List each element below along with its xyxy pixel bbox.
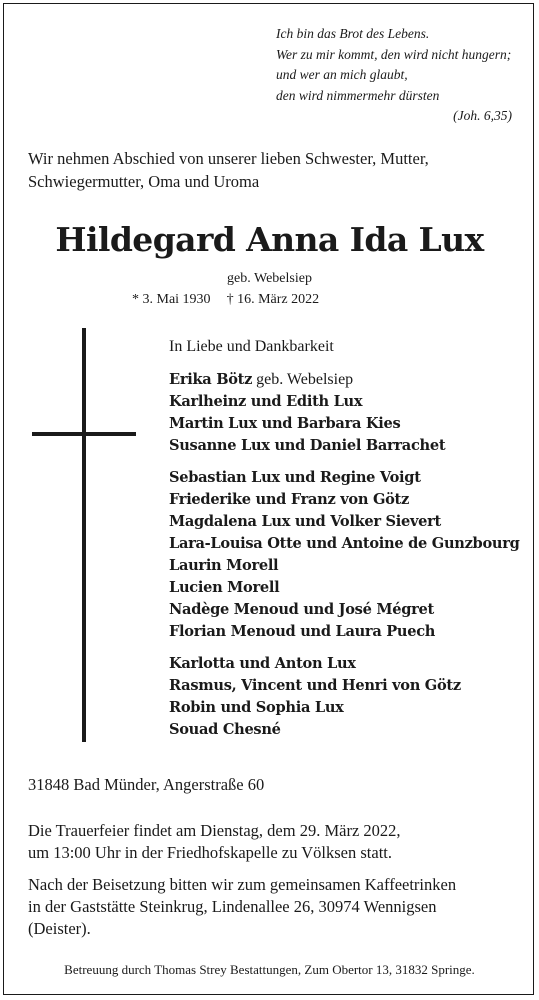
- mourner-group-children: [169, 369, 529, 457]
- mourner-row: Karlotta und Anton Lux: [169, 655, 356, 672]
- mourner-row: Friederike und Franz von Götz: [169, 491, 409, 508]
- mourner-row: Magdalena Lux und Volker Sievert: [169, 513, 441, 530]
- family-address: 31848 Bad Münder, Angerstraße 60: [28, 775, 265, 794]
- funeral-line: Die Trauerfeier findet am Dienstag, dem 29. März 2022,: [28, 821, 401, 840]
- mourner-row: Nadège Menoud und José Mégret: [169, 601, 434, 618]
- mourner-group-grandchildren: [169, 467, 529, 643]
- coffee-line: Nach der Beisetzung bitten wir zum gemeinsamen Kaffeetrinken: [28, 875, 457, 894]
- mourners-list: [169, 336, 529, 751]
- death-date: † 16. März 2022: [226, 292, 320, 307]
- undertaker-footer: Betreuung durch Thomas Strey Bestattungen, Zum Obertor 13, 31832 Springe.: [64, 962, 475, 977]
- mourner-row: Souad Chesné: [169, 721, 281, 738]
- quote-line: Wer zu mir kommt, den wird nicht hungern;: [276, 46, 512, 62]
- intro-line: Schwiegermutter, Oma und Uroma: [28, 172, 260, 191]
- mourner-row: Lucien Morell: [169, 579, 280, 596]
- bible-quote: [276, 24, 512, 127]
- deceased-name: Hildegard Anna Ida Lux: [55, 220, 484, 259]
- quote-line: den wird nimmermehr dürsten: [276, 87, 440, 103]
- cross-icon: [82, 328, 86, 742]
- mourner-row: Sebastian Lux und Regine Voigt: [169, 469, 421, 486]
- funeral-line: um 13:00 Uhr in der Friedhofskapelle zu Völksen statt.: [28, 843, 393, 862]
- coffee-line: in der Gaststätte Steinkrug, Lindenallee 26, 30974 Wennigsen: [28, 897, 437, 916]
- mourner-row: [169, 369, 529, 391]
- coffee-notice: [28, 874, 518, 940]
- mourner-row: Robin und Sophia Lux: [169, 699, 344, 716]
- life-dates: [132, 292, 319, 308]
- mourner-group-great-grandchildren: [169, 653, 529, 741]
- birth-name: geb. Webelsiep: [227, 271, 312, 286]
- cross-icon-bar: [32, 432, 136, 436]
- mourner-row: Lara-Louisa Otte und Antoine de Gunzbourg: [169, 535, 520, 552]
- mourner-birth-name: geb. Webelsiep: [252, 371, 354, 388]
- mourner-row: Susanne Lux und Daniel Barrachet: [169, 437, 446, 454]
- mourner-row: Karlheinz und Edith Lux: [169, 393, 363, 410]
- coffee-line: (Deister).: [28, 919, 91, 938]
- mourner-row: Martin Lux und Barbara Kies: [169, 415, 401, 432]
- mourner-row: Laurin Morell: [169, 557, 279, 574]
- quote-line: und wer an mich glaubt,: [276, 67, 408, 82]
- mourners-lead: In Liebe und Dankbarkeit: [169, 338, 334, 355]
- intro-line: Wir nehmen Abschied von unserer lieben Schwester, Mutter,: [28, 149, 429, 168]
- birth-date: * 3. Mai 1930: [132, 292, 211, 307]
- funeral-notice: [28, 820, 518, 864]
- mourner-name: Erika Bötz: [169, 371, 253, 388]
- quote-reference: (Joh. 6,35): [453, 108, 512, 123]
- intro-text: [28, 147, 508, 193]
- mourner-row: Rasmus, Vincent und Henri von Götz: [169, 677, 461, 694]
- mourner-row: Florian Menoud und Laura Puech: [169, 623, 436, 640]
- quote-line: Ich bin das Brot des Lebens.: [276, 26, 430, 41]
